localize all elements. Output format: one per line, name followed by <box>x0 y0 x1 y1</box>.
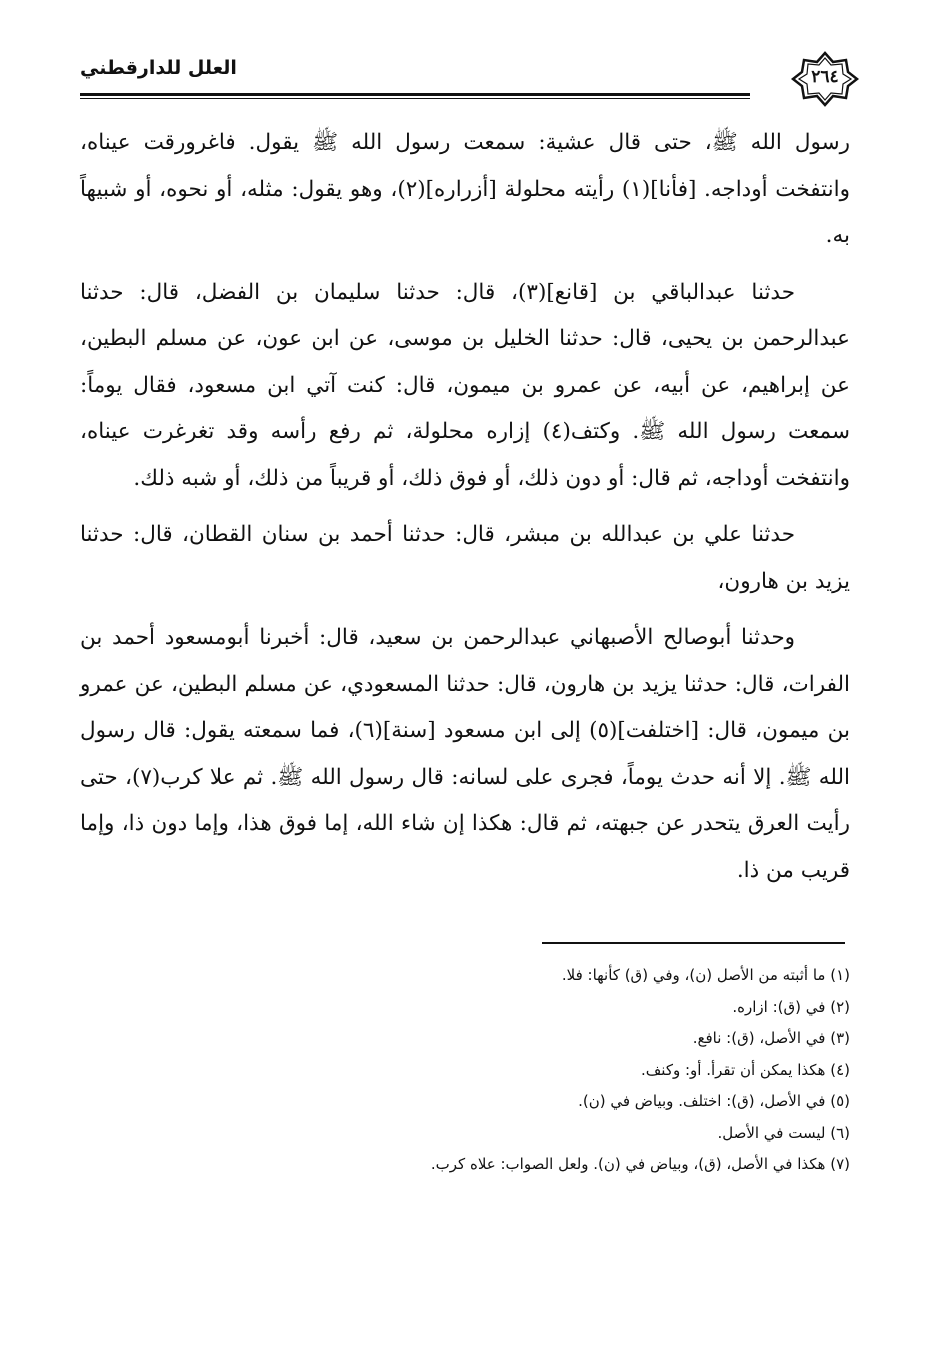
footnote: (٧) هكذا في الأصل، (ق)، وبياض في (ن). ولعل الصواب: علاه كرب. <box>430 1155 850 1173</box>
paragraph: حدثنا عبدالباقي بن [قانع](٣)، قال: حدثنا سليمان بن الفضل، قال: حدثنا عبدالرحمن بن يحيى، قال: حدثنا الخليل بن موسى، عن ابن عون، عن مسلم البطين، عن إبراهيم، عن أبيه، عن عمرو بن ميمون، قال: كنت آتي ابن مسعود، فقال يوماً: سمعت رسول الله ﷺ. وكتف(٤) إزاره محلولة، ثم رفع رأسه وقد تغرغرت عيناه، وانتفخت أوداجه، ثم قال: أو دون ذلك، أو فوق ذلك، أو قريباً من ذلك، أو شبه ذلك. <box>80 279 850 491</box>
main-text <box>80 120 850 894</box>
book-title: العلل للدارقطني <box>80 57 237 79</box>
header-rule-thin <box>80 98 750 99</box>
footnote: (٥) في الأصل، (ق): اختلف. وبياض في (ن). <box>578 1092 850 1110</box>
paragraph: حدثنا علي بن عبدالله بن مبشر، قال: حدثنا أحمد بن سنان القطان، قال: حدثنا يزيد بن هارون، <box>80 522 850 594</box>
paragraph: رسول الله ﷺ، حتى قال عشية: سمعت رسول الله ﷺ يقول. فاغرورقت عيناه، وانتفخت أوداجه. [فأنا](١) رأيته محلولة [أزراره](٢)، وهو يقول: مثله، أو نحوه، أو شبيهاً به. <box>80 130 850 248</box>
footnote-separator <box>542 942 845 944</box>
page-number: ٢٦٤ <box>811 67 839 87</box>
footnote: (١) ما أثبته من الأصل (ن)، وفي (ق) كأنها: فلا. <box>561 966 850 984</box>
footnote: (٤) هكذا يمكن أن تقرأ. أو: وكنف. <box>641 1060 850 1079</box>
footnote: (٢) في (ق): ازاره. <box>732 997 850 1016</box>
footnote: (٦) ليست في الأصل. <box>717 1123 850 1142</box>
header-rule <box>80 93 750 96</box>
page-number-badge <box>790 50 860 108</box>
footnotes <box>120 960 850 1181</box>
page-header <box>80 55 860 103</box>
paragraph: وحدثنا أبوصالح الأصبهاني عبدالرحمن بن سعيد، قال: أخبرنا أبومسعود أحمد بن الفرات، قال: حدثنا يزيد بن هارون، قال: حدثنا المسعودي، عن مسلم البطين، عن عمرو بن ميمون، قال: [اختلفت](٥) إلى ابن مسعود [سنة](٦)، فما سمعته يقول: قال رسول الله ﷺ. إلا أنه حدث يوماً، فجرى على لسانه: قال رسول الله ﷺ. ثم علا كرب(٧)، حتى رأيت العرق يتحدر عن جبهته، ثم قال: هكذا إن شاء الله، إما فوق هذا، وإما دون ذا، وإما قريب من ذا. <box>80 625 850 883</box>
footnote: (٣) في الأصل، (ق): نافع. <box>692 1029 850 1047</box>
